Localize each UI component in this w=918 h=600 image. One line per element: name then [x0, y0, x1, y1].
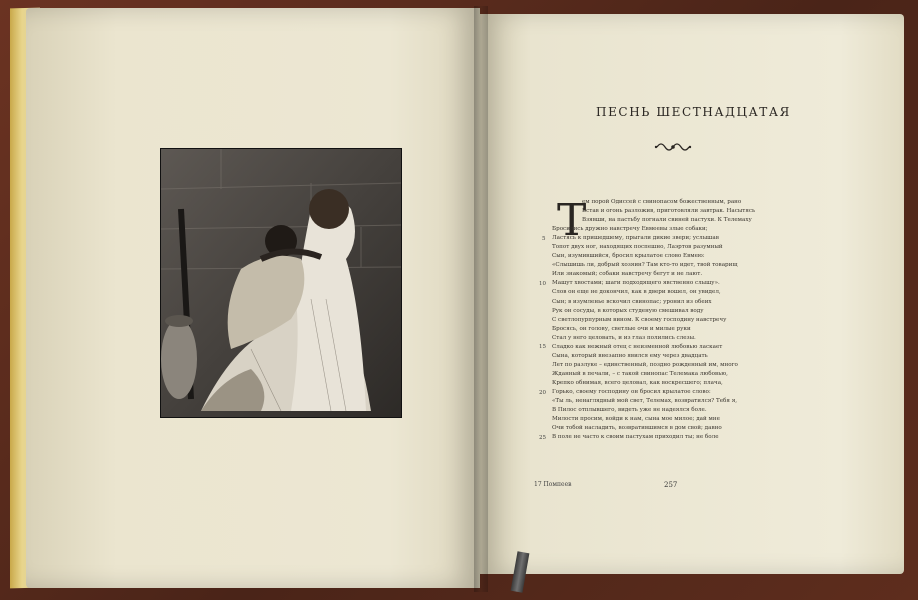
chapter-title: ПЕСНЬ ШЕСТНАДЦАТАЯ [596, 105, 791, 119]
verse-line: Топот двух ног, находящих поспешно, Лаэртов разумный [552, 244, 723, 251]
verse-line: Встав и огонь разложив, приготовляли завтрак. Насытясь [582, 208, 756, 215]
verse-line: Сына, который внезапно явился ему через двадцать [552, 352, 708, 359]
verse-line: В поле не часто к своим пастухам приходил ты; не боле [552, 434, 719, 441]
verse-line: Бросились дружно навстречу Евмеевы злые собаки; [552, 226, 708, 233]
footer-signature: 17 Помпеев [534, 481, 572, 488]
line-number: 5 [542, 236, 546, 242]
verse-line: Ластясь к пришедшему, прыгали дикие звери; услышав [552, 235, 719, 242]
verse-line: Милости просим, войди к нам, сына мое милое; дай мне [552, 416, 720, 423]
book-gutter [474, 6, 488, 592]
dropcap-letter: Т [557, 195, 587, 246]
engraving-illustration [160, 148, 402, 418]
verse-line: Лет по разлуке – единственный, поздно рожденный им, много [552, 361, 738, 368]
verse-text [552, 195, 772, 442]
verse-line: Взявши, на пастьбу погнали свиней пастухи. К Телемаху [582, 217, 752, 224]
ornament-icon [653, 140, 693, 154]
line-number: 20 [539, 390, 546, 396]
verse-line: С светлопурпурным вином. К своему господину навстречу [552, 316, 727, 323]
verse-line: Сладко как нежный отец с неизменной любовью ласкает [552, 343, 723, 350]
verse-line: ем порой Одиссей с свинопасом божественным, рано [582, 199, 742, 205]
verse-line: Горько, своему господину он бросил крылатое слово: [552, 388, 711, 395]
verse-line: Очи тобой насладить, возвратившимся в дом свой; давно [552, 425, 722, 432]
page-number: 257 [664, 481, 678, 489]
verse-line: Крепко обнимая, всего целовал, как воскресшего; плача, [552, 379, 723, 386]
verse-line: Слов он еще не докончил, как в двери вошел, он увидел, [552, 289, 721, 296]
verse-line: Стал у него целовать, и из глаз полились слезы. [552, 334, 696, 341]
verse-line: Жданный в печали, – с такой свинопас Телемака любовью, [552, 370, 728, 377]
verse-line: В Пилос отплывшего, видеть уже не надеялся боле. [552, 407, 707, 414]
line-number: 25 [539, 435, 546, 441]
verse-line: Сын; в изумленье вскочил свинопас; уронил из обеих [552, 298, 712, 305]
verse-line: «Слышишь ли, добрый хозяин? Там кто-то идет, твой товарищ [552, 262, 738, 269]
verse-line: Рук он сосуды, в которых студеную смешивал воду [552, 307, 704, 314]
verse-line: Бросясь, он голову, светлые очи и милые руки [552, 325, 691, 332]
line-number: 10 [539, 281, 546, 287]
verse-line: Машут хвостами; шаги подходящего явственно слышу». [552, 280, 720, 287]
verse-line: Сын, изумившийся, бросил крылатое слово Евмею: [552, 253, 705, 260]
verse-line: «Ты ль, ненаглядный мой свет, Телемах, возвратился? Тебя я, [552, 398, 738, 405]
verse-line: Или знакомый; собаки навстречу бегут и не лают. [552, 271, 703, 278]
line-number: 15 [539, 344, 546, 350]
